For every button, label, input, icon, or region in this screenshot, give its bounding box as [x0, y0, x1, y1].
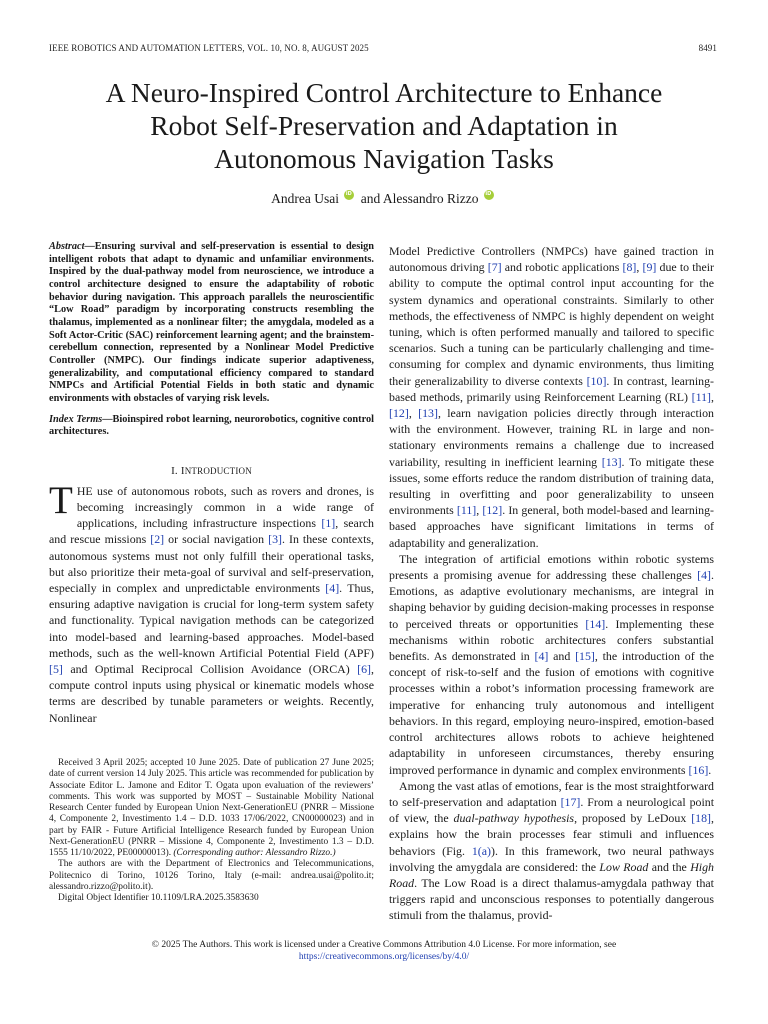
title-line-1: A Neuro-Inspired Control Architecture to Enhance: [105, 77, 663, 108]
drop-cap: T: [49, 478, 73, 522]
citation-link[interactable]: [14]: [585, 616, 606, 631]
text-span: . Thus, ensuring adaptive navigation is crucial for long-term system safety and functionality. Typical navigation methods can be categorized into model-based and learning-based approaches. Model-based methods, such as the well-known Artificial Potential Field (APF): [49, 581, 375, 660]
text-span: . Implementing these mechanisms within robotic architectures confers substantial benefits. As demonstrated in: [389, 616, 714, 664]
citation-link[interactable]: [13]: [418, 406, 438, 421]
citation-link[interactable]: [4]: [534, 649, 549, 664]
index-terms: [49, 414, 374, 439]
citation-link[interactable]: [4]: [325, 581, 340, 596]
citation-link[interactable]: [15]: [575, 649, 595, 664]
text-span: and: [548, 649, 576, 664]
text-span: and Optimal Reciprocal Collision Avoidance (ORCA): [62, 662, 358, 677]
section-title-rest: NTRODUCTION: [184, 465, 252, 476]
text-span: Among the vast atlas of emotions, fear is the most straightforward to self-preservation and adaptation: [389, 778, 714, 809]
citation-link[interactable]: [16]: [688, 762, 709, 777]
title-line-3: Autonomous Navigation Tasks: [214, 143, 554, 174]
paper-title: [40, 76, 728, 175]
citation-link[interactable]: [7]: [487, 260, 502, 275]
corresponding-author: (Corresponding author: Alessandro Rizzo.): [173, 848, 336, 858]
footnote-affiliation: The authors are with the Department of Electronics and Telecommunications, Politecnico di Torino, 10126 Torino, Italy (e-mail: andrea.usai@polito.it; alessandro.rizzo@polito.it).: [49, 859, 374, 892]
journal-citation: IEEE ROBOTICS AND AUTOMATION LETTERS, VOL. 10, NO. 8, AUGUST 2025: [49, 43, 369, 53]
left-column: [49, 241, 374, 726]
text-span: , proposed by LeDoux: [574, 811, 692, 826]
text-span: ,: [476, 503, 483, 518]
author-list: [0, 190, 768, 207]
license-text: © 2025 The Authors. This work is licensed under a Creative Commons Attribution 4.0 License. For more information, see: [151, 940, 617, 950]
index-terms-text: —Bioinspired robot learning, neurorobotics, cognitive control architectures.: [49, 413, 374, 438]
citation-link[interactable]: [3]: [268, 532, 282, 547]
section-title-cap: I: [180, 464, 185, 477]
text-span: ). In this framework, two neural pathways involving the amygdala are considered: the: [389, 843, 714, 874]
text-span: ,: [711, 389, 714, 404]
text-span: or social navigation: [164, 532, 269, 547]
text-span: The integration of artificial emotions within robotic systems presents a promising avenue for addressing these challenges: [389, 551, 714, 583]
license-footer: [40, 939, 728, 963]
text-span: HE use of autonomous robots, such as rovers and drones, is becoming increasingly common in a wide range of applications, including infrastructure inspections: [76, 483, 374, 531]
author-name: Alessandro Rizzo: [382, 191, 479, 206]
citation-link[interactable]: [10]: [586, 373, 607, 388]
footnote-received: [49, 758, 374, 859]
italic-term: dual-pathway hypothesis: [453, 811, 575, 826]
text-span: ,: [636, 260, 643, 275]
text-span: and robotic applications: [501, 260, 623, 275]
text-span: , search and rescue missions: [49, 516, 374, 547]
citation-link[interactable]: [13]: [601, 454, 622, 469]
citation-link[interactable]: [11]: [456, 503, 477, 518]
body-paragraph: [389, 243, 714, 551]
title-line-2: Robot Self-Preservation and Adaptation in: [150, 110, 618, 141]
citation-link[interactable]: [2]: [150, 532, 165, 547]
citation-link[interactable]: [11]: [691, 389, 712, 404]
orcid-icon[interactable]: [484, 190, 494, 200]
orcid-icon[interactable]: [344, 190, 354, 200]
index-terms-lead: Index Terms: [49, 413, 103, 425]
section-heading: [49, 465, 374, 477]
text-span: ,: [408, 406, 419, 421]
page-number: 8491: [698, 43, 717, 53]
abstract-text: —Ensuring survival and self-preservation is essential to design intelligent robots that adapt to dynamic and unfamiliar environments. Inspired by the dual-pathway model from neuroscience, we introduce a control architecture designed to ensure the adaptability of robotic behavior during navigation. This approach parallels the neuroscientific “Low Road” paradigm by incorporating constructs resembling the thalamus, implemented as a nonlinear filter; the amygdala, modeled as a Soft Actor-Critic (SAC) reinforcement learning agent; and the brainstem-cerebellum connection, represented by a Nonlinear Model Predictive Controller (NMPC). Our findings indicate superior adaptiveness, generalizability, and computational efficiency compared to standard NMPCs and Artificial Potential Fields in both static and dynamic environments with obstacles of varying risk levels.: [49, 241, 374, 404]
text-span: . Emotions, as adaptive evolutionary mechanisms, are integral in shaping behavior by guiding decision-making processes in response to perceived threats or opportunities: [389, 568, 714, 631]
citation-link[interactable]: [8]: [622, 260, 637, 275]
author-name: Andrea Usai: [271, 191, 339, 206]
text-span: , the introduction of the concept of risk-to-self and the fusion of emotions with cognitive processes within a robot’s information processing framework are imperative for enhancing truly autonomous and intelligent behaviors. In this regard, employing neuro-inspired, emotion-based control architectures allows robots to achieve heightened adaptability in unforeseen circumstances, thereby ensuring improved performance in dynamic and complex environments: [389, 649, 714, 777]
italic-term: Low Road: [599, 859, 649, 874]
text-span: . To mitigate these issues, some efforts reduce the random distribution of training data, resulting in overfitting and poor generalizability to unseen environments: [389, 454, 714, 518]
citation-link[interactable]: [6]: [357, 662, 372, 677]
intro-paragraph: [49, 478, 375, 726]
citation-link[interactable]: [12]: [482, 503, 503, 518]
footnote-doi: Digital Object Identifier 10.1109/LRA.2025.3583630: [58, 893, 259, 903]
text-span: and the: [648, 859, 691, 874]
figure-link[interactable]: 1(a): [471, 843, 491, 858]
text-span: Received 3 April 2025; accepted 10 June 2025. Date of publication 27 June 2025; date of current version 14 July 2025. This article was recommended for publication by Associate Editor L. Jamone and Editor T. Ogata upon evaluation of the reviewers’ comments. This work was supported by MOST – Sustainable Mobility National Research Center funded by European Union Next-GenerationEU (PNRR – Missione 4, Componente 2, Investimento 1.4 – D.D. 1033 17/06/2022, CN00000023) and in part by FAIR - Future Artificial Intelligence Research funded by European Union Next-GenerationEU (PNRR – Missione 4, Componente 2, Investimento 1.3 – D.D. 1555 11/10/2022, PE00000013).: [49, 758, 374, 858]
citation-link[interactable]: [12]: [389, 406, 409, 421]
text-span: . In general, both model-based and learning-based approaches have significant limitations in terms of adaptability and generalization.: [389, 503, 714, 550]
citation-link[interactable]: [9]: [642, 260, 657, 275]
section-numeral: I.: [171, 464, 178, 477]
text-span: , learn navigation policies directly through interaction with the environment. However, training RL in large and non-stationary environments remains a challenge due to increased variability, resulting in inefficient learning: [389, 406, 714, 469]
license-url[interactable]: https://creativecommons.org/licenses/by/4.0/: [298, 952, 470, 962]
body-paragraph: [389, 551, 714, 778]
text-span: .: [708, 762, 712, 777]
citation-link[interactable]: [18]: [691, 811, 712, 826]
italic-term: High Road: [389, 859, 714, 890]
body-paragraph: [389, 778, 714, 924]
text-span: . In contrast, learning-based methods, primarily using Reinforcement Learning (RL): [389, 373, 714, 404]
citation-link[interactable]: [4]: [697, 568, 712, 583]
text-span: , explains how the brain processes fear stimuli and influences behaviors (Fig.: [389, 811, 714, 858]
citation-link[interactable]: [1]: [321, 516, 336, 531]
first-page-footnote: [49, 758, 374, 904]
text-span: . The Low Road is a direct thalamus-amygdala pathway that triggers rapid and unconscious responses to potentially dangerous stimuli from the thalamus, provid-: [389, 875, 714, 923]
author-conjunction: and: [360, 191, 381, 206]
text-span: Model Predictive Controllers (NMPCs) have gained traction in autonomous driving: [389, 244, 714, 275]
text-span: , compute control inputs using physical or kinematic models whose terms are described by tunable parameters or weights. Recently, Nonlinear: [49, 662, 374, 725]
text-span: . In these contexts, autonomous systems must not only fulfill their operational tasks, but also prioritize their meta-goal of survival and self-preservation, especially in complex and unpredictable environments: [49, 532, 374, 596]
abstract: [49, 241, 374, 406]
abstract-lead: Abstract: [49, 241, 85, 252]
citation-link[interactable]: [5]: [49, 662, 63, 677]
right-column: [389, 243, 714, 924]
text-span: due to their ability to compute the optimal control input accounting for the system dynamics and operational constraints. Similarly to other methods, the effectiveness of NMPC is highly dependent on weight tuning, which is often performed manually and tailored to specific scenarios. Such a tuning can be particularly challenging and time-consuming for complex and dynamic environments, thus limiting their generalizability to diverse contexts: [389, 260, 714, 388]
text-span: . From a neurological point of view, the: [389, 794, 715, 826]
citation-link[interactable]: [17]: [560, 794, 581, 809]
